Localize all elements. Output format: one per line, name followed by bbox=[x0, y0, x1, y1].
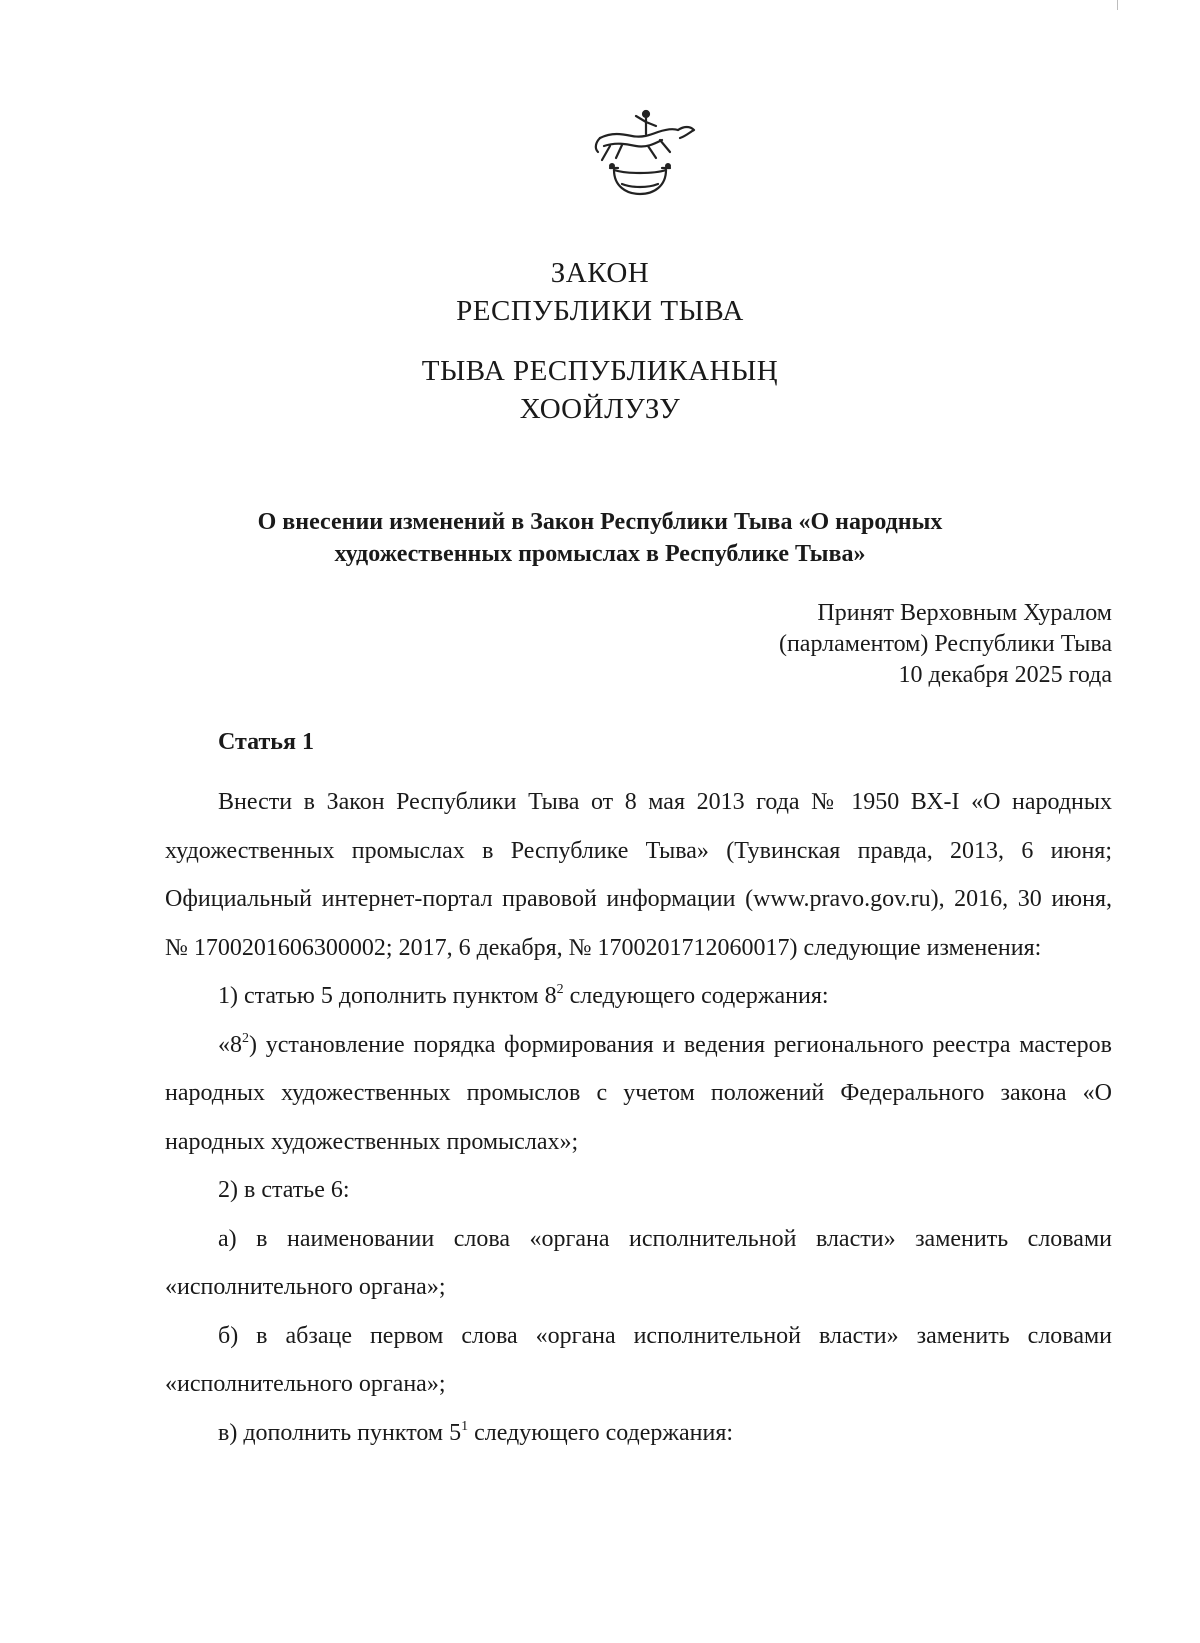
law-title-line: ТЫВА РЕСПУБЛИКАНЫҢ bbox=[421, 355, 779, 387]
article-body bbox=[165, 778, 1112, 1457]
paragraph: «$8^2$) установление порядка формирования и ведения регионального реестра мастеров народных художественных промыслов с учетом положений Федерального закона «О народных художественных промыслах»; bbox=[165, 1030, 1112, 1155]
law-title-tuvan bbox=[0, 352, 1200, 428]
law-subject bbox=[140, 506, 1060, 570]
adoption-date: 10 декабря 2025 года bbox=[898, 662, 1112, 688]
law-title-line: РЕСПУБЛИКИ ТЫВА bbox=[456, 295, 744, 327]
paragraph: Внести в Закон Республики Тыва от 8 мая 2013 года № 1950 ВХ-I «О народных художественных промыслах в Республике Тыва» (Тувинская правда, 2013, 6 июня; Официальный интернет-портал правовой информации (www.pravo.gov.ru), 2016, 30 июня, № 1700201606300002; 2017, 6 декабря, № 1700201712060017) следующие изменения: bbox=[165, 789, 1112, 961]
tyva-emblem-icon bbox=[592, 108, 702, 204]
law-subject-line: художественных промыслах в Республике Тыва» bbox=[334, 541, 866, 567]
law-title-russian bbox=[0, 254, 1200, 330]
adoption-line: Принят Верховным Хуралом bbox=[817, 600, 1112, 626]
paragraph: б) в абзаце первом слова «органа исполнительной власти» заменить словами «исполнительного органа»; bbox=[165, 1322, 1112, 1397]
paragraph: 2) в статье 6: bbox=[218, 1177, 350, 1203]
law-subject-line: О внесении изменений в Закон Республики Тыва «О народных bbox=[257, 509, 943, 535]
scan-artifact bbox=[1117, 0, 1118, 10]
article-heading: Статья 1 bbox=[218, 729, 314, 755]
paragraph: в) дополнить пунктом $5^1$ следующего содержания: bbox=[218, 1418, 734, 1446]
adoption-note bbox=[779, 598, 1112, 691]
paragraph: 1) статью 5 дополнить пунктом $8^2$ следующего содержания: bbox=[218, 982, 829, 1009]
paragraph: а) в наименовании слова «органа исполнительной власти» заменить словами «исполнительного органа»; bbox=[165, 1225, 1112, 1300]
law-title-line: ЗАКОН bbox=[550, 257, 650, 289]
law-title-line: ХООЙЛУЗУ bbox=[519, 393, 681, 425]
adoption-line: (парламентом) Республики Тыва bbox=[778, 631, 1112, 657]
